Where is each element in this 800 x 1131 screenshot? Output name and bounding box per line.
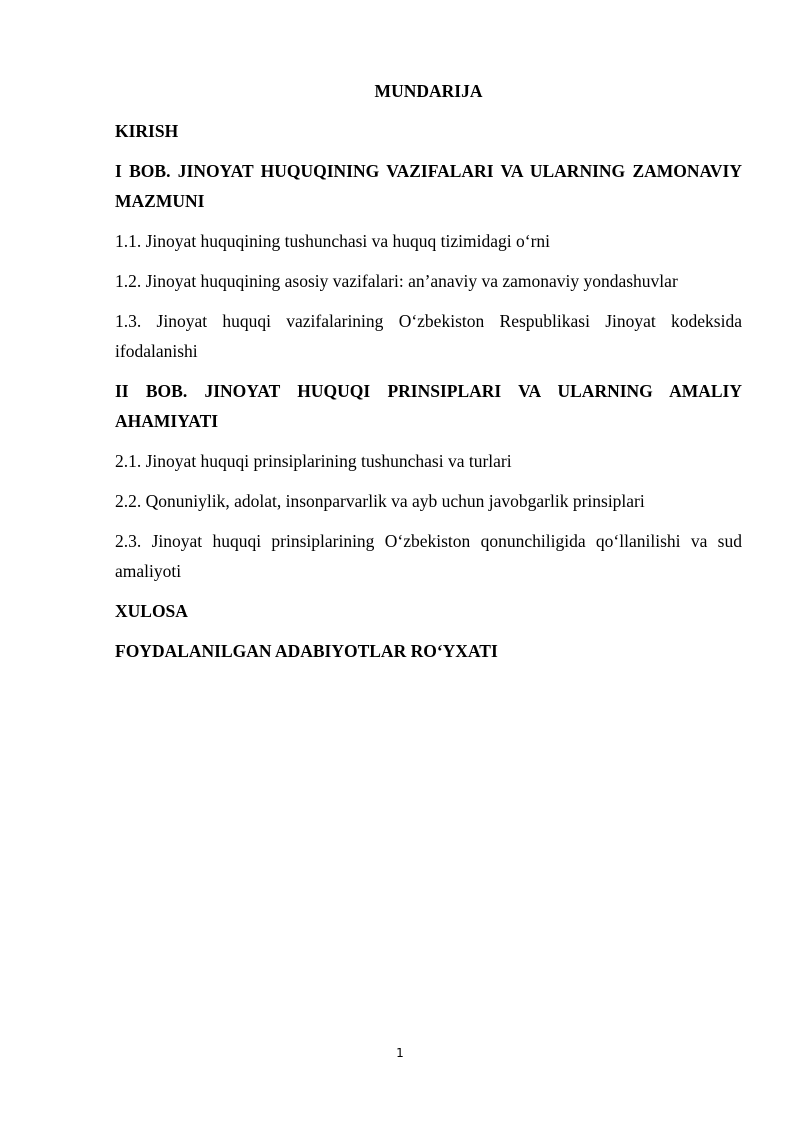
toc-entry-section-2-3: 2.3. Jinoyat huquqi prinsiplarining O‘zbekiston qonunchiligida qo‘llanilishi va sud amaliyoti <box>115 531 742 581</box>
toc-entry-chapter-1: I BOB. JINOYAT HUQUQINING VAZIFALARI VA ULARNING ZAMONAVIY MAZMUNI <box>115 161 742 211</box>
toc-title: MUNDARIJA <box>374 81 483 101</box>
toc-entry-section-1-3: 1.3. Jinoyat huquqi vazifalarining O‘zbekiston Respublikasi Jinoyat kodeksida ifodalanishi <box>115 311 742 361</box>
table-of-contents <box>115 76 742 676</box>
toc-entry-introduction: KIRISH <box>115 121 179 141</box>
toc-entry-section-2-2: 2.2. Qonuniylik, adolat, insonparvarlik va ayb uchun javobgarlik prinsiplari <box>115 491 645 511</box>
toc-entry-section-1-2: 1.2. Jinoyat huquqining asosiy vazifalari: an’anaviy va zamonaviy yondashuvlar <box>115 271 678 291</box>
toc-entry-references: FOYDALANILGAN ADABIYOTLAR RO‘YXATI <box>115 641 498 661</box>
toc-entry-section-2-1: 2.1. Jinoyat huquqi prinsiplarining tushunchasi va turlari <box>115 451 512 471</box>
toc-entry-conclusion: XULOSA <box>115 601 188 621</box>
toc-entry-chapter-2: II BOB. JINOYAT HUQUQI PRINSIPLARI VA ULARNING AMALIY AHAMIYATI <box>115 381 742 431</box>
page-number: 1 <box>396 1046 404 1060</box>
toc-entry-section-1-1: 1.1. Jinoyat huquqining tushunchasi va huquq tizimidagi o‘rni <box>115 231 551 251</box>
